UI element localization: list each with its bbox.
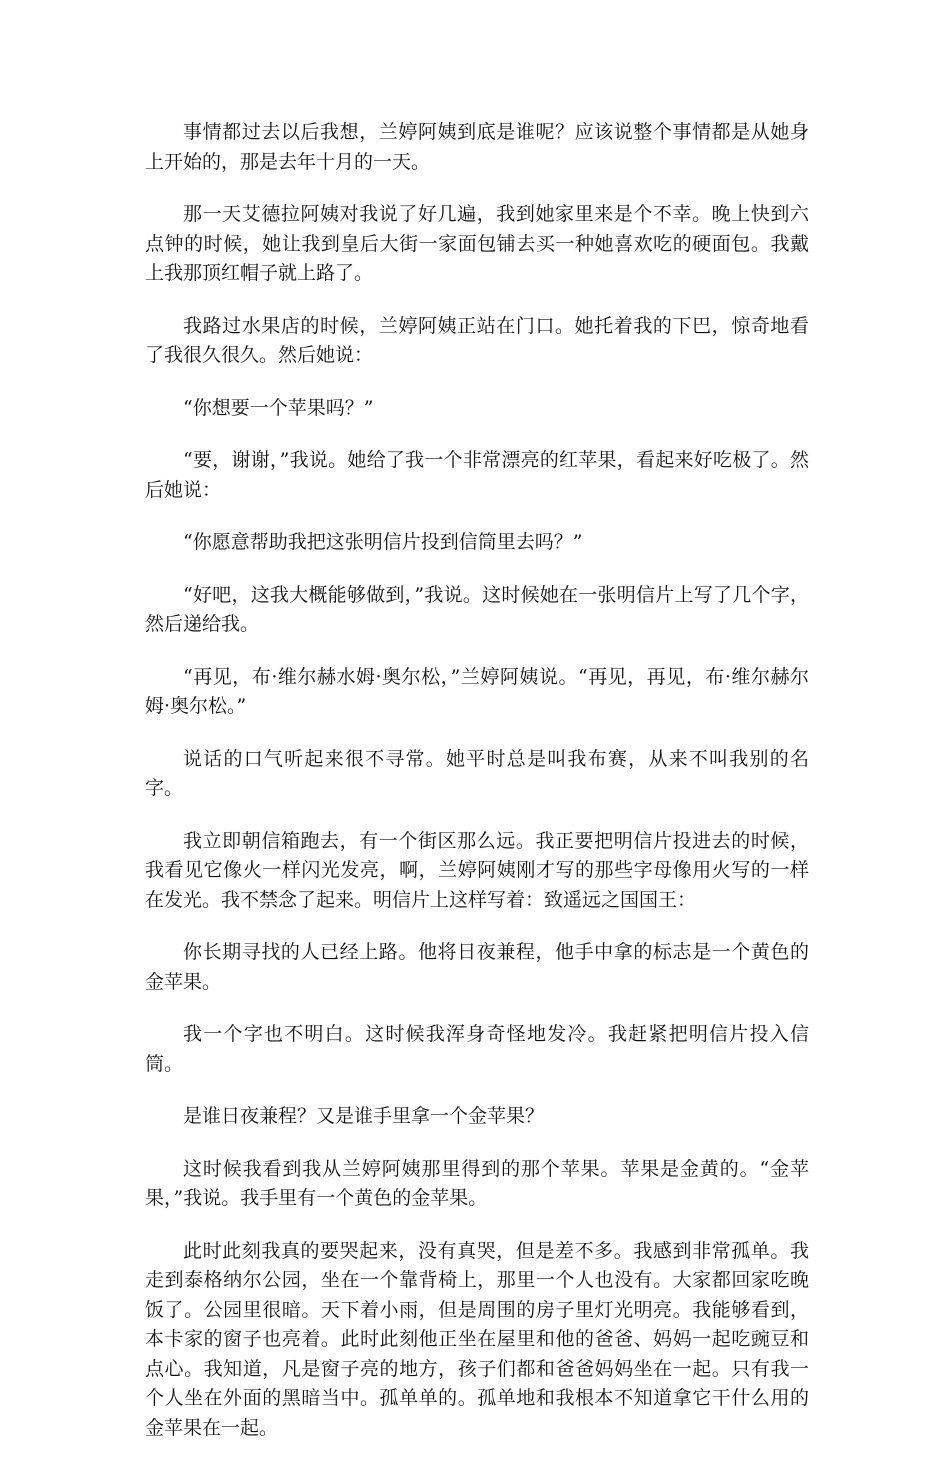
paragraph: 那一天艾德拉阿姨对我说了好几遍，我到她家里来是个不幸。晚上快到六点钟的时候，她让我到皇后大街一家面包铺去买一种她喜欢吃的硬面包。我戴上我那顶红帽子就上路了。: [145, 203, 809, 284]
paragraph: 事情都过去以后我想，兰婷阿姨到底是谁呢？应该说整个事情都是从她身上开始的，那是去年十月的一天。: [145, 121, 809, 173]
paragraph: 你长期寻找的人已经上路。他将日夜兼程，他手中拿的标志是一个黄色的金苹果。: [145, 941, 809, 993]
paragraph: “再见，布·维尔赫水姆·奥尔松，”兰婷阿姨说。“再见，再见，布·维尔赫尔姆·奥尔松。”: [145, 665, 809, 717]
paragraph: 是谁日夜兼程？又是谁手里拿一个金苹果？: [183, 1105, 545, 1127]
paragraph: “要，谢谢，”我说。她给了我一个非常漂亮的红苹果，看起来好吃极了。然后她说：: [145, 449, 809, 501]
paragraph: “你想要一个苹果吗？”: [183, 396, 374, 419]
paragraph: 说话的口气听起来很不寻常。她平时总是叫我布赛，从来不叫我别的名字。: [145, 747, 809, 799]
paragraph: 我立即朝信箱跑去，有一个街区那么远。我正要把明信片投进去的时候，我看见它像火一样闪光发亮，啊，兰婷阿姨刚才写的那些字母像用火写的一样在发光。我不禁念了起来。明信片上这样写着：致遥远之国国王：: [145, 829, 809, 911]
paragraph: 此时此刻我真的要哭起来，没有真哭，但是差不多。我感到非常孤单。我走到泰格纳尔公园，坐在一个靠背椅上，那里一个人也没有。大家都回家吃晚饭了。公园里很暗。天下着小雨，但是周围的房子里灯光明亮。我能够看到，本卡家的窗子也亮着。此时此刻他正坐在屋里和他的爸爸、妈妈一起吃豌豆和点心。我知道，凡是窗子亮的地方，孩子们都和爸爸妈妈坐在一起。只有我一个人坐在外面的黑暗当中。孤单单的。孤单地和我根本不知道拿它干什么用的金苹果在一起。: [145, 1239, 809, 1439]
paragraph: 我路过水果店的时候，兰婷阿姨正站在门口。她托着我的下巴，惊奇地看了我很久很久。然后她说：: [145, 314, 809, 366]
paragraph: “你愿意帮助我把这张明信片投到信筒里去吗？”: [183, 531, 583, 553]
paragraph: 这时候我看到我从兰婷阿姨那里得到的那个苹果。苹果是金黄的。“金苹果，”我说。我手里有一个黄色的金苹果。: [145, 1157, 809, 1209]
document-body: [145, 118, 809, 1466]
paragraph: “好吧，这我大概能够做到，”我说。这时候她在一张明信片上写了几个字，然后递给我。: [145, 583, 809, 635]
paragraph: 我一个字也不明白。这时候我浑身奇怪地发冷。我赶紧把明信片投入信筒。: [145, 1023, 809, 1075]
